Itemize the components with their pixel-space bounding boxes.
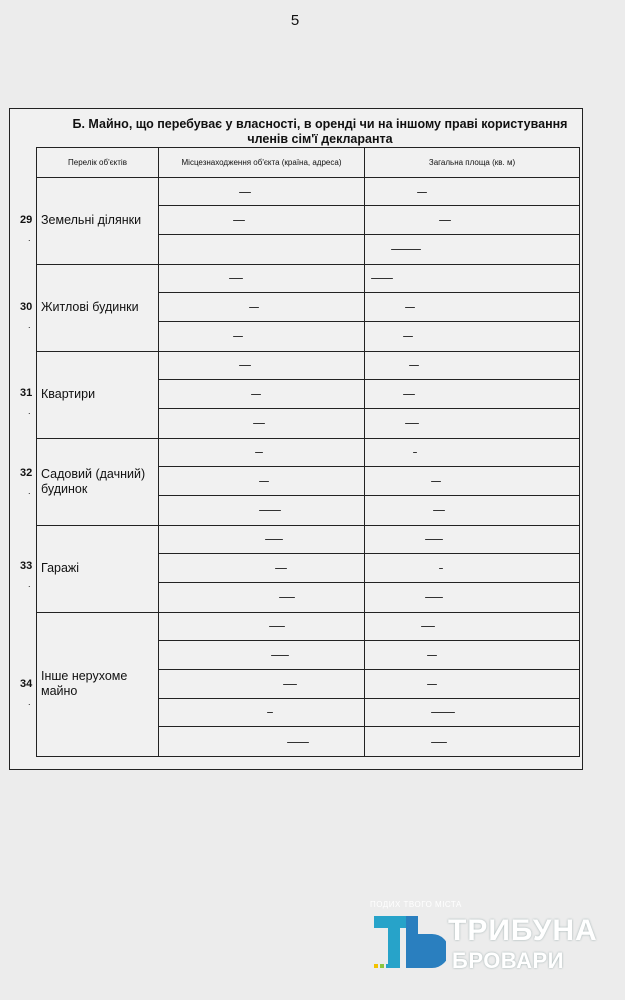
handwritten-dash [405,423,419,424]
handwritten-dash [391,249,421,250]
page-number: 5 [290,12,300,29]
row-number-dot: . [28,320,31,330]
object-type-land: Земельні ділянки [37,177,159,264]
row-number-30: 30 [20,301,33,313]
area-cell [365,612,580,641]
location-cell [159,495,365,525]
handwritten-dash [265,539,283,540]
area-cell [365,641,580,670]
header-objects: Перелік об'єктів [37,148,159,178]
handwritten-dash [251,394,261,395]
header-area: Загальна площа (кв. м) [365,148,580,178]
handwritten-dash [229,278,243,279]
location-cell [159,641,365,670]
row-number-dot: . [28,697,31,707]
handwritten-dash [417,192,427,193]
location-cell [159,467,365,496]
table-row [37,177,580,206]
location-cell [159,206,365,235]
handwritten-dash [283,684,297,685]
area-cell [365,408,580,438]
handwritten-dash [269,626,285,627]
handwritten-dash [287,742,309,743]
area-cell [365,525,580,554]
handwritten-dash [431,712,455,713]
handwritten-dash [239,365,251,366]
handwritten-dash [233,220,245,221]
handwritten-dash [403,394,415,395]
area-cell [365,582,580,612]
location-cell [159,264,365,293]
area-cell [365,698,580,727]
location-cell [159,525,365,554]
handwritten-dash [425,539,443,540]
row-number-34: 34 [20,678,33,690]
handwritten-dash [233,336,243,337]
declaration-section-b [9,108,583,770]
location-cell [159,669,365,698]
row-number-29: 29 [20,214,33,226]
location-cell [159,351,365,380]
row-number-32: 32 [20,467,33,479]
location-cell [159,293,365,322]
object-type-garages: Гаражі [37,525,159,612]
table-row [37,612,580,641]
handwritten-dash [409,365,419,366]
location-cell [159,380,365,409]
watermark-subtitle: БРОВАРИ [452,948,564,973]
watermark-title: ТРИБУНА [448,914,598,947]
area-cell [365,380,580,409]
location-cell [159,727,365,757]
area-cell [365,351,580,380]
section-title [70,117,570,147]
area-cell [365,293,580,322]
row-number-dot: . [28,486,31,496]
area-cell [365,321,580,351]
property-table [36,147,580,757]
tb-logo-icon [374,914,446,972]
handwritten-dash [267,712,273,713]
handwritten-dash [271,655,289,656]
handwritten-dash [239,192,251,193]
area-cell [365,495,580,525]
table-row [37,264,580,293]
section-title-line2: членів сім'ї декларанта [247,132,393,146]
row-number-33: 33 [20,560,33,572]
area-cell [365,669,580,698]
table-row [37,351,580,380]
location-cell [159,321,365,351]
row-number-dot: . [28,233,31,243]
location-cell [159,698,365,727]
area-cell [365,438,580,467]
header-location: Місцезнаходження об'єкта (країна, адреса) [159,148,365,178]
handwritten-dash [413,452,417,453]
location-cell [159,234,365,264]
location-cell [159,582,365,612]
section-title-line1: Б. Майно, що перебуває у власності, в оренді чи на іншому праві користування [72,117,568,131]
handwritten-dash [259,510,281,511]
handwritten-dash [255,452,263,453]
area-cell [365,727,580,757]
location-cell [159,177,365,206]
handwritten-dash [439,220,451,221]
object-type-summer-house: Садовий (дачний) будинок [37,438,159,525]
area-cell [365,467,580,496]
handwritten-dash [259,481,269,482]
handwritten-dash [421,626,435,627]
handwritten-dash [275,568,287,569]
location-cell [159,554,365,583]
handwritten-dash [427,655,437,656]
area-cell [365,206,580,235]
row-number-31: 31 [20,387,33,399]
area-cell [365,554,580,583]
handwritten-dash [433,510,445,511]
area-cell [365,177,580,206]
handwritten-dash [405,307,415,308]
location-cell [159,438,365,467]
handwritten-dash [431,481,441,482]
handwritten-dash [427,684,437,685]
object-type-apartments: Квартири [37,351,159,438]
handwritten-dash [431,742,447,743]
handwritten-dash [253,423,265,424]
area-cell [365,264,580,293]
watermark-logo [370,900,620,980]
location-cell [159,408,365,438]
row-number-dot: . [28,579,31,589]
object-type-houses: Житлові будинки [37,264,159,351]
handwritten-dash [249,307,259,308]
table-row [37,438,580,467]
watermark-tagline: ПОДИХ ТВОГО МІСТА [370,900,462,909]
handwritten-dash [279,597,295,598]
area-cell [365,234,580,264]
location-cell [159,612,365,641]
handwritten-dash [439,568,443,569]
object-type-other-real-estate: Інше нерухоме майно [37,612,159,756]
table-header-row [37,148,580,178]
handwritten-dash [425,597,443,598]
handwritten-dash [371,278,393,279]
row-number-dot: . [28,406,31,416]
table-row [37,525,580,554]
handwritten-dash [403,336,413,337]
